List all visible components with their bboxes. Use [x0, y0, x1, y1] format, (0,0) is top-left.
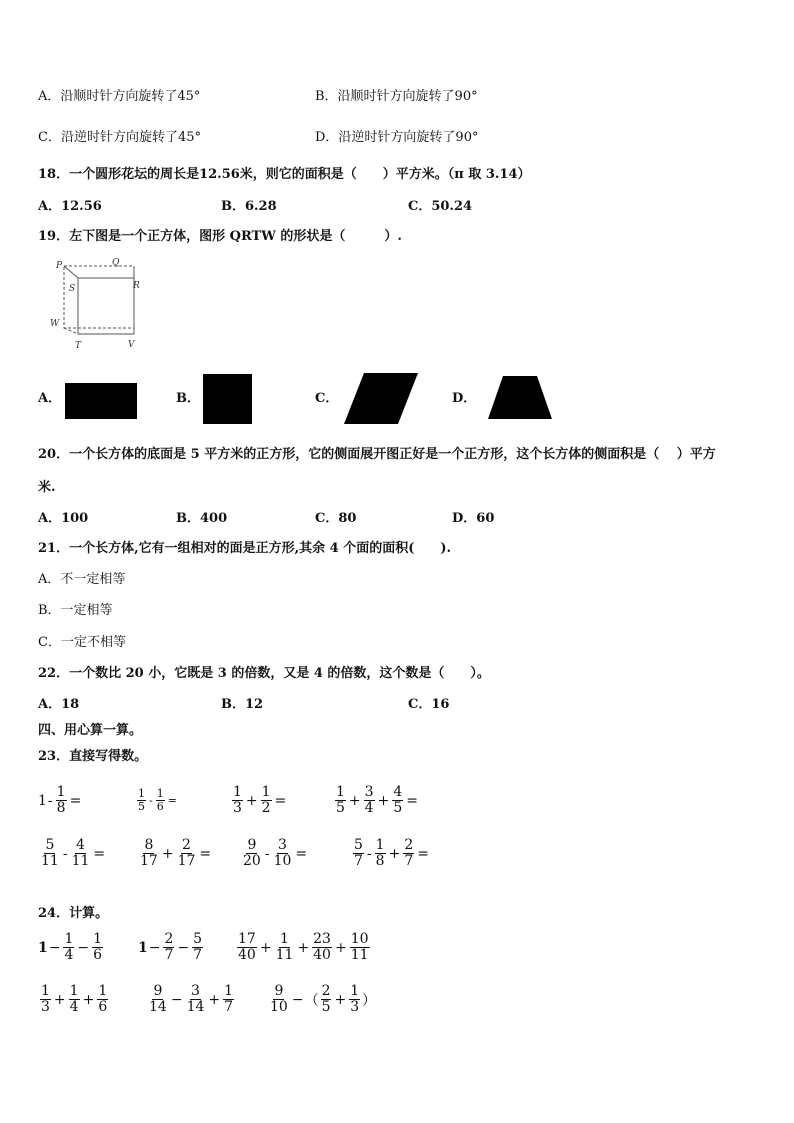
q23-expr-4: $\frac{1}{5}$ + $\frac{3}{4}$ + $\frac{4}{5}$ = [336, 784, 418, 816]
q23-expr-6: $\frac{8}{17}$ + $\frac{2}{17}$ = [140, 837, 212, 869]
q19-option-b-label: B． [176, 391, 200, 406]
q20-stem-line2: 米. [38, 480, 56, 495]
q23-expr-2: $\frac{1}{5}$ - $\frac{1}{6}$ = [138, 787, 177, 813]
q21-option-b: B．一定相等 [38, 603, 113, 618]
q24-expr-3: $\frac{17}{40}$ + $\frac{1}{11}$ + $\frac{23}{40}$ + $\frac{10}{11}$ [238, 931, 369, 963]
fraction: $\frac{3}{14}$ [186, 983, 205, 1015]
label-s: S [69, 284, 76, 294]
q21-option-c: C．一定不相等 [38, 635, 126, 650]
fraction: $\frac{5}{11}$ [41, 837, 59, 869]
label-w: W [50, 319, 60, 329]
q23-expr-5: $\frac{5}{11}$ - $\frac{4}{11}$ = [41, 837, 106, 869]
q22-stem: 22．一个数比 20 小，它既是 3 的倍数，又是 4 的倍数，这个数是（ ）。 [38, 666, 490, 681]
fraction: $\frac{2}{7}$ [404, 837, 414, 869]
q24-expr-6: $\frac{9}{10}$ − （ $\frac{2}{5}$ + $\frac{1}{3}$ ） [270, 983, 377, 1015]
fraction: $\frac{1}{5}$ [138, 787, 145, 813]
fraction: $\frac{1}{3}$ [41, 983, 50, 1015]
fraction: $\frac{3}{10}$ [273, 837, 292, 869]
fraction: $\frac{5}{7}$ [354, 837, 363, 869]
q24-expr-4: $\frac{1}{3}$ + $\frac{1}{4}$ + $\frac{1}{6}$ [41, 983, 108, 1015]
fraction: $\frac{1}{8}$ [56, 784, 66, 816]
q22-option-c: C．16 [408, 697, 450, 712]
fraction: $\frac{23}{40}$ [313, 931, 331, 963]
label-q: Q [112, 258, 120, 268]
q21-stem: 21．一个长方体,它有一组相对的面是正方形,其余 4 个面的面积( ). [38, 541, 452, 556]
fraction: $\frac{10}{11}$ [350, 931, 369, 963]
section-heading: 四、用心算一算。 [38, 723, 143, 738]
q23-expr-1: 1 - $\frac{1}{8}$ = [38, 784, 82, 816]
q19-option-c-label: C． [315, 391, 339, 406]
q18-option-b: B．6.28 [221, 199, 277, 214]
cube-figure [48, 256, 158, 352]
q18-option-c: C．50.24 [408, 199, 473, 214]
fraction: $\frac{1}{5}$ [336, 784, 345, 816]
q24-expr-1: 1 − $\frac{1}{4}$ − $\frac{1}{6}$ [38, 931, 103, 963]
q19-option-d-trapezoid [488, 376, 552, 419]
q20-option-a: A．100 [38, 511, 89, 526]
fraction: $\frac{1}{4}$ [69, 983, 79, 1015]
q23-expr-8: $\frac{5}{7}$ - $\frac{1}{8}$ + $\frac{2}{7}$ = [354, 837, 429, 869]
q20-stem-line1: 20．一个长方体的底面是 5 平方米的正方形，它的侧面展开图正好是一个正方形，这个长方体的侧面积是（ ）平方 [38, 447, 716, 462]
q22-option-a: A．18 [38, 697, 80, 712]
q18-option-a: A．12.56 [38, 199, 102, 214]
fraction: $\frac{9}{10}$ [270, 983, 288, 1015]
q20-option-c: C．80 [315, 511, 357, 526]
fraction: $\frac{1}{7}$ [224, 983, 234, 1015]
q23-expr-3: $\frac{1}{3}$ + $\frac{1}{2}$ = [233, 784, 287, 816]
fraction: $\frac{4}{11}$ [71, 837, 90, 869]
q24-expr-2: 1 − $\frac{2}{7}$ − $\frac{5}{7}$ [138, 931, 203, 963]
fraction: $\frac{1}{3}$ [233, 784, 242, 816]
fraction: $\frac{1}{8}$ [375, 837, 385, 869]
label-v: V [128, 340, 135, 350]
fraction: $\frac{2}{7}$ [164, 931, 174, 963]
q23-expr-7: $\frac{9}{20}$ - $\frac{3}{10}$ = [243, 837, 308, 869]
fraction: $\frac{1}{6}$ [93, 931, 103, 963]
q19-option-a-label: A． [38, 391, 62, 406]
q20-option-b: B．400 [176, 511, 228, 526]
fraction: $\frac{3}{4}$ [364, 784, 374, 816]
fraction: $\frac{4}{5}$ [393, 784, 403, 816]
fraction: $\frac{8}{17}$ [140, 837, 158, 869]
q19-option-c-parallelogram [344, 373, 418, 424]
q20-option-d: D．60 [452, 511, 495, 526]
q24-stem: 24．计算。 [38, 906, 109, 921]
q22-option-b: B．12 [221, 697, 264, 712]
label-r: R [133, 281, 140, 291]
label-p: P [56, 261, 63, 271]
q24-expr-5: $\frac{9}{14}$ − $\frac{3}{14}$ + $\frac{1}{7}$ [149, 983, 234, 1015]
q19-option-a-rectangle [65, 383, 137, 419]
fraction: $\frac{9}{20}$ [243, 837, 261, 869]
q17-option-b: B．沿顺时针方向旋转了90° [315, 89, 478, 104]
fraction: $\frac{1}{4}$ [64, 931, 74, 963]
fraction: $\frac{2}{17}$ [177, 837, 196, 869]
q17-option-a: A．沿顺时针方向旋转了45° [38, 89, 201, 104]
fraction: $\frac{1}{11}$ [275, 931, 294, 963]
fraction: $\frac{9}{14}$ [149, 983, 167, 1015]
fraction: $\frac{1}{6}$ [156, 787, 164, 813]
label-t: T [75, 341, 82, 351]
fraction: $\frac{2}{5}$ [321, 983, 331, 1015]
q23-stem: 23．直接写得数。 [38, 749, 148, 764]
q18-stem: 18．一个圆形花坛的周长是12.56米，则它的面积是（ ）平方米。（π 取 3.14） [38, 167, 531, 182]
q21-option-a: A．不一定相等 [38, 572, 126, 587]
q19-option-d-label: D． [452, 391, 477, 406]
q17-option-c: C．沿逆时针方向旋转了45° [38, 130, 201, 145]
fraction: $\frac{5}{7}$ [193, 931, 203, 963]
fraction: $\frac{1}{6}$ [98, 983, 108, 1015]
fraction: $\frac{1}{2}$ [261, 784, 271, 816]
q19-option-b-square [203, 374, 252, 424]
q19-stem: 19．左下图是一个正方体，图形 QRTW 的形状是（ ）. [38, 229, 402, 244]
q17-option-d: D．沿逆时针方向旋转了90° [315, 130, 479, 145]
fraction: $\frac{17}{40}$ [238, 931, 256, 963]
fraction: $\frac{1}{3}$ [350, 983, 360, 1015]
